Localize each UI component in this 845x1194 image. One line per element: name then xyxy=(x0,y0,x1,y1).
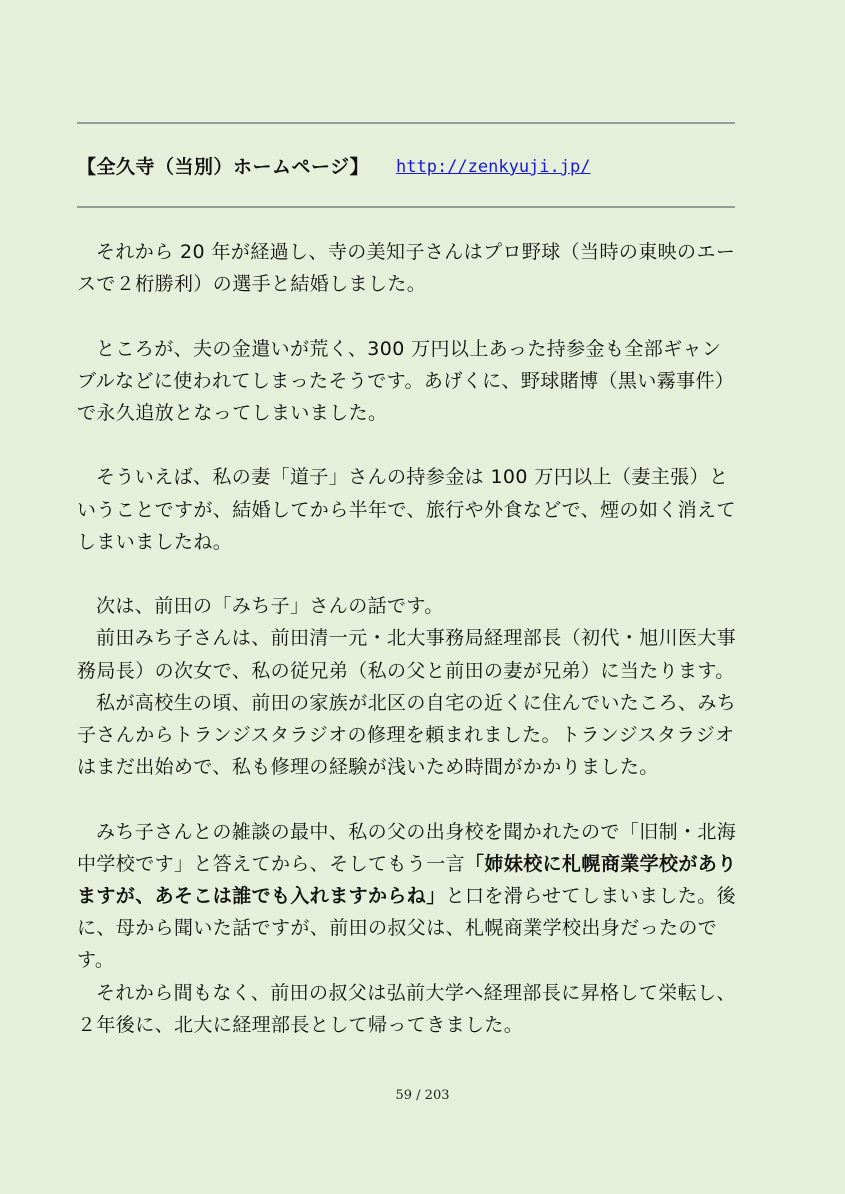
top-divider xyxy=(77,122,735,124)
paragraph: 次は、前田の「みち子」さんの話です。 xyxy=(96,595,444,618)
document-body xyxy=(77,236,739,1041)
paragraph-gap xyxy=(77,300,739,332)
paragraph-gap xyxy=(77,558,739,590)
emphasized-quote: 「姉妹校に札幌商業学校がありますが、あそこは誰でも入れますからね」 xyxy=(77,852,737,907)
paragraph: それから 20 年が経過し、寺の美知子さんはプロ野球（当時の東映のエースで２桁勝利）の選手と結婚しました。 xyxy=(77,241,736,296)
paragraph: ところが、夫の金遣いが荒く、300 万円以上あった持参金も全部ギャンブルなどに使われてしまったそうです。あげくに、野球賭博（黒い霧事件）で永久追放となってしまいました。 xyxy=(77,337,735,424)
bottom-divider xyxy=(77,206,735,208)
paragraph xyxy=(77,816,739,977)
paragraph-text: みち子さんとの雑談の最中、私の父の出身校を聞かれたので「旧制・北海中学校です」と答えてから、そしてもう一言 xyxy=(77,820,737,875)
homepage-link[interactable]: http://zenkyuji.jp/ xyxy=(396,157,591,177)
paragraph-gap xyxy=(77,783,739,815)
page-number: 59 / 203 xyxy=(395,1088,450,1103)
paragraph: そういえば、私の妻「道子」さんの持参金は 100 万円以上（妻主張）ということですが、結婚してから半年で、旅行や外食などで、煙の如く消えてしまいましたね。 xyxy=(77,466,736,553)
homepage-title: 【全久寺（当別）ホームページ】 xyxy=(77,156,370,178)
paragraph: 前田みち子さんは、前田清一元・北大事務局経理部長（初代・旭川医大事務局長）の次女で、私の従兄弟（私の父と前田の妻が兄弟）に当たります。 xyxy=(77,627,737,682)
homepage-header xyxy=(77,154,737,184)
paragraph-text: と口を滑らせてしまいました。後に、母から聞いた話ですが、前田の叔父は、札幌商業学校出身だったのです。 xyxy=(77,885,737,972)
paragraph: 私が高校生の頃、前田の家族が北区の自宅の近くに住んでいたころ、みち子さんからトランジスタラジオの修理を頼まれました。トランジスタラジオはまだ出始めで、私も修理の経験が浅いため時間がかかりました。 xyxy=(77,691,737,779)
paragraph-gap xyxy=(77,429,739,461)
paragraph: それから間もなく、前田の叔父は弘前大学へ経理部長に昇格して栄転し、２年後に、北大に経理部長として帰ってきました。 xyxy=(77,981,736,1036)
